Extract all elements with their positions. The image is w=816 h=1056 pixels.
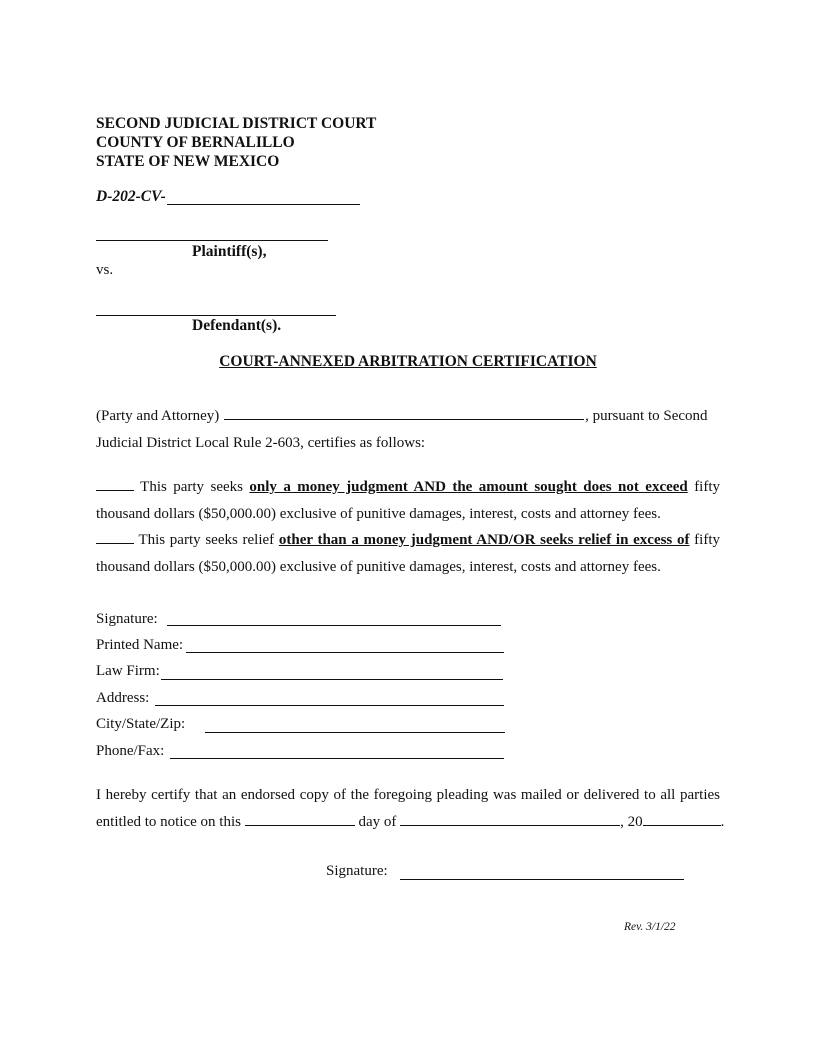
intro-paragraph (96, 403, 720, 456)
certificate-end: . (720, 813, 725, 830)
court-county: COUNTY OF BERNALILLO (96, 134, 295, 151)
printed-name-field[interactable] (186, 638, 504, 653)
court-header (96, 114, 376, 171)
party-attorney-field[interactable] (224, 405, 584, 420)
option-2 (96, 527, 720, 580)
law-firm-field[interactable] (161, 665, 503, 680)
signature-label: Signature: (96, 611, 158, 627)
intro-after-blank: , pursuant to Second (585, 408, 708, 424)
versus-label: vs. (96, 262, 114, 278)
signature-row (96, 611, 158, 637)
phone-fax-label: Phone/Fax: (96, 743, 165, 759)
court-name: SECOND JUDICIAL DISTRICT COURT (96, 115, 377, 132)
option-2-post: fifty (694, 532, 720, 548)
option-1-emphasis: only a money judgment AND the amount sought does not exceed (249, 479, 688, 495)
printed-name-label: Printed Name: (96, 637, 184, 653)
certificate-day-field[interactable] (245, 812, 355, 826)
certificate-year-label: , 20 (620, 813, 643, 830)
option-1-post: fifty (694, 479, 721, 495)
certificate-line1: I hereby certify that an endorsed copy of the foregoing pleading was mailed or delivered to all parties (96, 787, 720, 803)
law-firm-label: Law Firm: (96, 663, 160, 679)
option-1-checkbox-blank[interactable] (96, 477, 134, 491)
certificate-year-field[interactable] (643, 812, 721, 826)
revision-date: Rev. 3/1/22 (624, 921, 676, 933)
document-title: COURT-ANNEXED ARBITRATION CERTIFICATION (219, 353, 597, 370)
option-1 (96, 474, 720, 527)
certificate-day-label: entitled to notice on this (96, 813, 241, 830)
certificate-month-field[interactable] (400, 812, 620, 826)
court-state: STATE OF NEW MEXICO (96, 153, 280, 170)
final-signature-label: Signature: (326, 863, 388, 879)
plaintiff-name-field[interactable] (96, 226, 328, 241)
case-number-prefix: D-202-CV- (96, 188, 166, 205)
option-1-pre: This party seeks (140, 479, 243, 495)
law-firm-row (96, 663, 160, 689)
phone-fax-field[interactable] (170, 744, 504, 759)
option-2-emphasis: other than a money judgment AND/OR seeks relief in excess of (278, 532, 690, 548)
printed-name-row (96, 637, 183, 663)
city-state-zip-label: City/State/Zip: (96, 716, 186, 732)
option-2-line2: thousand dollars ($50,000.00) exclusive of punitive damages, interest, costs and attorney fees. (96, 558, 661, 575)
city-state-zip-row (96, 716, 185, 742)
address-field[interactable] (155, 691, 504, 706)
case-number-field[interactable] (167, 190, 360, 205)
address-label: Address: (96, 690, 150, 706)
option-2-pre: This party seeks relief (138, 532, 275, 548)
party-attorney-label: (Party and Attorney) (96, 408, 220, 424)
phone-fax-row (96, 743, 164, 769)
option-1-line2: thousand dollars ($50,000.00) exclusive of punitive damages, interest, costs and attorney fees. (96, 505, 661, 522)
intro-line2: Judicial District Local Rule 2-603, certifies as follows: (96, 434, 426, 451)
certificate-month-label: day of (358, 813, 397, 830)
defendant-label: Defendant(s). (192, 317, 282, 334)
certificate-paragraph (96, 782, 725, 835)
plaintiff-label: Plaintiff(s), (192, 243, 267, 260)
case-number (96, 188, 166, 206)
signature-field[interactable] (167, 611, 501, 626)
final-signature-field[interactable] (400, 865, 684, 880)
city-state-zip-field[interactable] (205, 718, 505, 733)
address-row (96, 690, 149, 716)
option-2-checkbox-blank[interactable] (96, 530, 134, 544)
defendant-name-field[interactable] (96, 301, 336, 316)
